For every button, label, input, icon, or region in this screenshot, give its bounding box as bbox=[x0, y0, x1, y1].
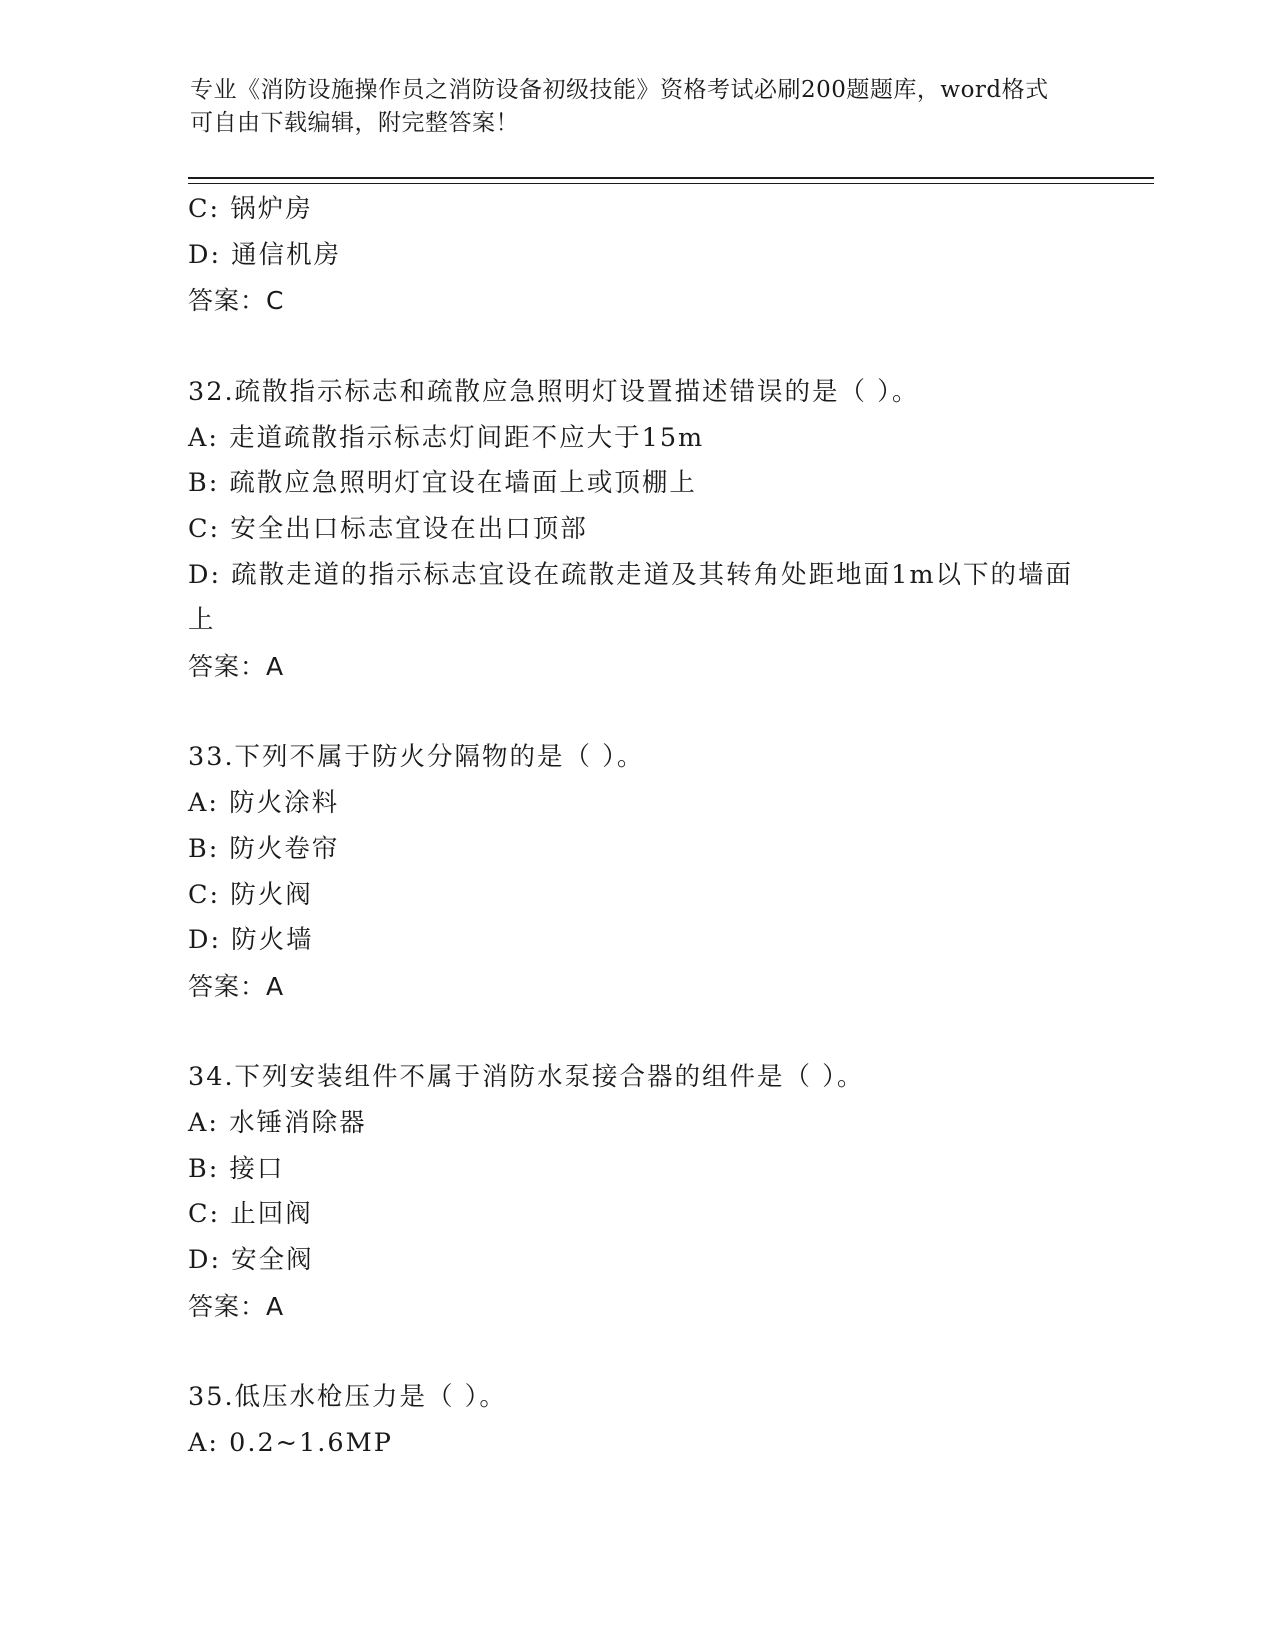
option-b: B: 接口 bbox=[188, 1153, 285, 1184]
spacer bbox=[188, 1010, 1088, 1056]
option-c: C: 防火阀 bbox=[188, 879, 313, 910]
spacer bbox=[188, 324, 1088, 370]
option-d: D: 防火墙 bbox=[188, 925, 314, 956]
option-d: D: 疏散走道的指示标志宜设在疏散走道及其转角处距地面1m以下的墙面上 bbox=[188, 559, 1074, 636]
option-c: C: 锅炉房 bbox=[188, 194, 313, 224]
option-b: B: 疏散应急照明灯宜设在墙面上或顶棚上 bbox=[188, 468, 697, 499]
option-c: C: 安全出口标志宜设在出口顶部 bbox=[188, 513, 588, 544]
option-a: A: 防火涂料 bbox=[188, 788, 340, 819]
option-a: A: 水锤消除器 bbox=[188, 1108, 367, 1139]
answer: 答案：A bbox=[188, 652, 285, 682]
spacer bbox=[188, 1330, 1088, 1376]
document-header: 专业《消防设施操作员之消防设备初级技能》资格考试必刷200题题库，word格式可自由下载编辑，附完整答案！ bbox=[190, 77, 1049, 136]
option-a: A: 走道疏散指示标志灯间距不应大于15m bbox=[188, 422, 705, 453]
option-c: C: 止回阀 bbox=[188, 1199, 313, 1230]
option-b: B: 防火卷帘 bbox=[188, 833, 340, 864]
answer: 答案：A bbox=[188, 1291, 285, 1321]
question-32: 32.疏散指示标志和疏散应急照明灯设置描述错误的是（ ）。 bbox=[188, 376, 920, 407]
question-33: 33.下列不属于防火分隔物的是（ ）。 bbox=[188, 742, 645, 773]
header-rule-thin bbox=[188, 183, 1154, 184]
answer: 答案：C bbox=[188, 286, 285, 316]
option-a: A: 0.2~1.6MP bbox=[188, 1427, 393, 1458]
question-35: 35.低压水枪压力是（ ）。 bbox=[188, 1382, 507, 1413]
spacer bbox=[188, 690, 1088, 736]
header-rule-thick bbox=[188, 177, 1154, 179]
option-d: D: 安全阀 bbox=[188, 1245, 314, 1276]
option-d: D: 通信机房 bbox=[188, 239, 342, 270]
question-34: 34.下列安装组件不属于消防水泵接合器的组件是（ ）。 bbox=[188, 1062, 865, 1093]
question-list bbox=[188, 187, 1088, 1467]
answer: 答案：A bbox=[188, 971, 285, 1001]
